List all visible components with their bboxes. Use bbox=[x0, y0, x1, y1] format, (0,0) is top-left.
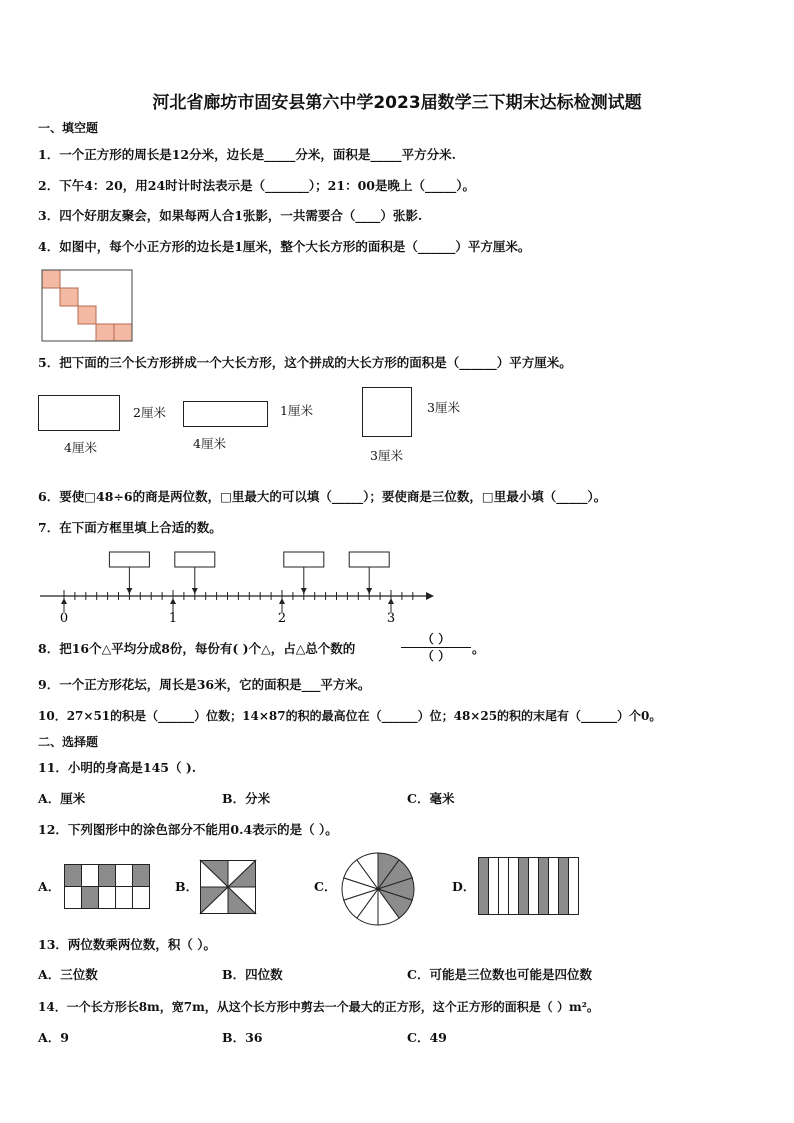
q13-option-b[interactable]: B．四位数 bbox=[222, 967, 283, 982]
q5-rect-2 bbox=[183, 401, 268, 427]
page-title: 河北省廊坊市固安县第六中学2023届数学三下期末达标检测试题 bbox=[152, 93, 642, 113]
q5-rect-1-bottom: 4厘米 bbox=[64, 440, 97, 455]
q5-rect-3 bbox=[362, 387, 412, 437]
question-2: 2．下午4：20，用24时计时法表示是（_______）；21：00是晚上（_____）。 bbox=[38, 178, 475, 193]
q12-option-b[interactable]: B． bbox=[175, 879, 199, 894]
q12-option-c[interactable]: C． bbox=[314, 879, 337, 894]
q5-rect-2-bottom: 4厘米 bbox=[193, 436, 226, 451]
number-line-label-arrowhead bbox=[61, 598, 67, 604]
q12-figure-c bbox=[340, 851, 416, 927]
question-5: 5．把下面的三个长方形拼成一个大长方形，这个拼成的大长方形的面积是（______）平方厘米。 bbox=[38, 355, 572, 370]
q11-option-a[interactable]: A．厘米 bbox=[38, 791, 86, 806]
number-line-label-arrowhead bbox=[279, 598, 285, 604]
question-10: 10．27×51的积是（______）位数；14×87的积的最高位在（______）位；48×25的积的末尾有（______）个0。 bbox=[38, 709, 662, 723]
strip bbox=[539, 858, 549, 915]
q8-fraction-bar bbox=[401, 647, 471, 648]
strip bbox=[509, 858, 519, 915]
q5-rect-3-side: 3厘米 bbox=[427, 400, 460, 415]
q13-option-c[interactable]: C．可能是三位数也可能是四位数 bbox=[407, 967, 592, 982]
number-line-label: 2 bbox=[277, 611, 287, 626]
number-line-label-arrowhead bbox=[170, 598, 176, 604]
answer-box-pointer-head bbox=[126, 588, 132, 594]
q11-option-b[interactable]: B．分米 bbox=[222, 791, 271, 806]
strip bbox=[559, 858, 569, 915]
strip bbox=[529, 858, 539, 915]
strip bbox=[519, 858, 529, 915]
strip bbox=[499, 858, 509, 915]
answer-box-pointer-head bbox=[301, 588, 307, 594]
q4-square-4 bbox=[96, 324, 114, 341]
question-9: 9．一个正方形花坛，周长是36米，它的面积是___平方米。 bbox=[38, 677, 371, 692]
strip bbox=[479, 858, 489, 915]
q12-option-d[interactable]: D． bbox=[452, 879, 476, 894]
q14-option-c[interactable]: C．49 bbox=[407, 1030, 447, 1045]
question-1: 1．一个正方形的周长是12分米，边长是_____分米，面积是_____平方分米. bbox=[38, 147, 456, 162]
answer-box[interactable] bbox=[284, 552, 324, 567]
q4-square-3 bbox=[78, 306, 96, 324]
answer-box-pointer-head bbox=[366, 588, 372, 594]
strip bbox=[569, 858, 579, 915]
q5-rect-1 bbox=[38, 395, 120, 431]
q12-option-a[interactable]: A． bbox=[38, 879, 61, 894]
q8-fraction-numerator: （ ） bbox=[421, 632, 451, 646]
q4-square-2 bbox=[60, 288, 78, 306]
q8-fraction-denominator: （ ） bbox=[421, 649, 451, 663]
q13-option-a[interactable]: A．三位数 bbox=[38, 967, 98, 982]
q4-square-5 bbox=[114, 324, 132, 341]
question-7: 7．在下面方框里填上合适的数。 bbox=[38, 520, 222, 535]
question-12: 12．下列图形中的涂色部分不能用0.4表示的是（ ）。 bbox=[38, 822, 338, 837]
number-line-arrowhead bbox=[426, 592, 434, 600]
answer-box[interactable] bbox=[109, 552, 149, 567]
q8-fraction bbox=[401, 632, 471, 663]
question-6: 6．要使□48÷6的商是两位数，□里最大的可以填（_____）；要使商是三位数，□里最小填（_____）。 bbox=[38, 489, 607, 504]
number-line-label: 3 bbox=[386, 611, 396, 626]
q5-rect-2-side: 1厘米 bbox=[280, 403, 313, 418]
number-line-label: 1 bbox=[168, 611, 178, 626]
q5-rect-1-side: 2厘米 bbox=[133, 405, 166, 420]
q12-figure-d bbox=[478, 857, 580, 915]
number-line-label: 0 bbox=[59, 611, 69, 626]
q14-option-b[interactable]: B．36 bbox=[222, 1030, 263, 1045]
section-fill-blank: 一、填空题 bbox=[38, 121, 99, 135]
answer-box[interactable] bbox=[349, 552, 389, 567]
q12-figure-a bbox=[64, 864, 150, 910]
question-8-end: 。 bbox=[472, 641, 485, 656]
question-13: 13．两位数乘两位数，积（ ）。 bbox=[38, 937, 216, 952]
strip bbox=[549, 858, 559, 915]
number-line-label-arrowhead bbox=[388, 598, 394, 604]
strip bbox=[489, 858, 499, 915]
q11-option-c[interactable]: C．毫米 bbox=[407, 791, 455, 806]
q5-rect-3-bottom: 3厘米 bbox=[370, 448, 403, 463]
section-choice: 二、选择题 bbox=[38, 735, 99, 749]
q7-number-line bbox=[40, 548, 440, 624]
q14-option-a[interactable]: A．9 bbox=[38, 1030, 69, 1045]
question-4: 4．如图中，每个小正方形的边长是1厘米，整个大长方形的面积是（______）平方厘米。 bbox=[38, 239, 531, 254]
question-14: 14．一个长方形长8m，宽7m，从这个长方形中剪去一个最大的正方形，这个正方形的面积是（ ）m²。 bbox=[38, 1000, 599, 1014]
question-11: 11．小明的身高是145（ ). bbox=[38, 760, 197, 775]
answer-box[interactable] bbox=[175, 552, 215, 567]
question-8-text: 8．把16个△平均分成8份，每份有( )个△，占△总个数的 bbox=[38, 641, 356, 656]
q4-square-1 bbox=[42, 270, 60, 288]
question-3: 3．四个好朋友聚会，如果每两人合1张影，一共需要合（____）张影. bbox=[38, 208, 423, 223]
answer-box-pointer-head bbox=[192, 588, 198, 594]
q4-staircase-figure bbox=[42, 270, 134, 342]
q12-figure-b bbox=[200, 860, 256, 914]
